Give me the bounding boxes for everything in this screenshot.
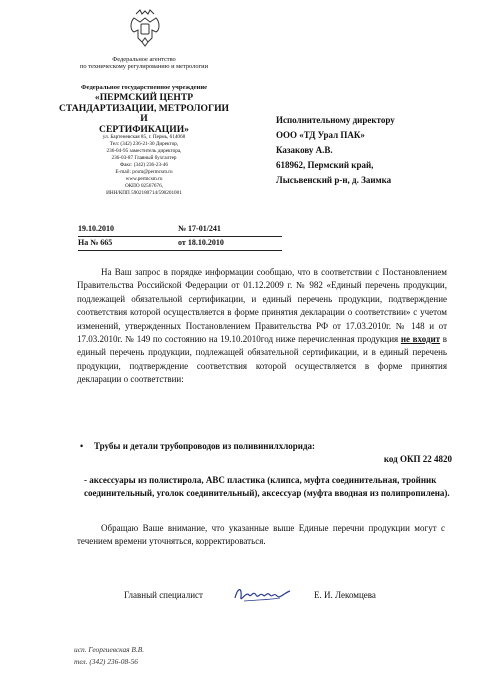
coat-of-arms-icon — [128, 8, 162, 48]
reference-registration — [78, 238, 282, 251]
addressee-line: 618962, Пермский край, — [276, 160, 374, 171]
notice-paragraph: Обращаю Ваше внимание, что указанные выше Единые перечни продукции могут с течением времени уточняться, корректироваться. — [77, 523, 445, 547]
addressee-line: Исполнительному директору — [276, 115, 395, 125]
contact-line: ИНН/КПП 5902180714/590201001 — [106, 190, 182, 197]
contact-line: www.permcsm.ru — [125, 176, 163, 183]
org-type: Федеральное государственное учреждение — [80, 84, 208, 91]
accessories-item: - аксессуары из полистирола, АВС пластика (клипса, муфта соединительная, тройник соединительный, уголок соединительный), аксессуар (муфта вводная из полипропилена). — [84, 475, 450, 499]
contact-line: 236-03-87 Главный бухгалтер — [111, 155, 177, 162]
org-contacts — [56, 134, 232, 197]
addressee-line: Казакову А.В. — [276, 145, 333, 156]
contact-line: ул. Бартеневская 85, г. Пермь, 614068 — [102, 134, 186, 140]
executor-name: исп. Георгиевская В.В. — [74, 645, 145, 654]
contact-line: E-mail: pcsm@permcsm.ru — [115, 169, 173, 176]
product-list — [80, 440, 452, 467]
outgoing-number: № 17-01/241 — [178, 224, 221, 233]
signer-title: Главный специалист — [124, 590, 203, 600]
contact-line: 236-04-95 заместитель директора, — [106, 148, 182, 155]
okp-code: код ОКП 22 4820 — [383, 454, 452, 465]
contact-line: Тел: (342) 236-21-30 Директор, — [109, 141, 179, 148]
list-item: • Трубы и детали трубопроводов из поливинилхлорида: — [80, 440, 452, 453]
agency-name: Федеральное агентство по техническому регулированию и метрологии — [80, 56, 208, 71]
letter-body — [77, 266, 447, 387]
outgoing-date: 19.10.2010 — [78, 224, 114, 233]
addressee-line: Лысьвенский р-н, д. Заимка — [276, 175, 392, 186]
handwritten-signature — [232, 583, 294, 605]
addressee-block — [276, 113, 395, 189]
reference-number: На № 665 — [78, 238, 113, 247]
bullet-icon: • — [80, 441, 84, 451]
addressee-line: ООО «ТД Урал ПАК» — [276, 130, 365, 141]
executor-info — [74, 644, 144, 668]
outgoing-registration — [78, 224, 282, 237]
not-included-emphasis: не входит — [400, 334, 441, 345]
org-name: «ПЕРМСКИЙ ЦЕНТР СТАНДАРТИЗАЦИИ, МЕТРОЛОГИИ И СЕРТИФИКАЦИИ» — [58, 92, 230, 136]
contact-line: ОКПО 02567676, — [124, 183, 164, 190]
contact-line: Факс: (342) 236-23-46 — [120, 162, 168, 169]
main-paragraph: На Ваш запрос в порядке информации сообщаю, что в соответствии с Постановлением Правительства Российской Федерации от 01.12.2009 г. № 982 «Единый перечень продукции, подлежащей обязательной сертификации, и единый перечень продукции, подтверждение соответствия которой осуществляется в форме принятия декларации о соответствии» с учетом изменений, утвержденных Постановлением Правительства РФ от 17.03.2010г. № 148 и от 17.03.2010г. № 149 по состоянию на 19.10.2010год ниже перечисленная продукция не входит в единый перечень продукции, подлежащей обязательной сертификации, и в единый перечень продукции, подтверждение соответствия которой осуществляется в форме принятия декларации о соответствии: — [77, 267, 448, 385]
executor-phone: тел. (342) 236-08-56 — [74, 656, 138, 666]
reference-date: от 18.10.2010 — [178, 238, 224, 247]
signer-name: Е. И. Лекомцева — [314, 590, 376, 600]
